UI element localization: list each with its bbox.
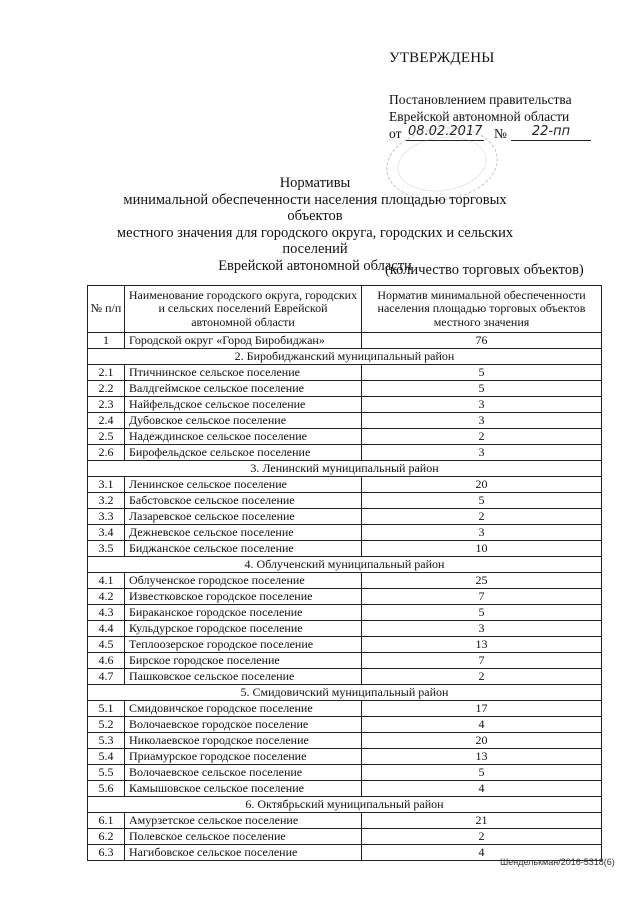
norm-value: 2	[362, 509, 602, 525]
settlement-name: Бирское городское поселение	[125, 653, 362, 669]
title-line-2: минимальной обеспеченности населения площадью торговых объектов	[123, 191, 507, 224]
settlement-name: Бирофельдское сельское поселение	[125, 445, 362, 461]
norm-value: 2	[362, 669, 602, 685]
settlement-name: Лазаревское сельское поселение	[125, 509, 362, 525]
table-row	[88, 829, 602, 845]
row-number: 2.1	[88, 365, 125, 381]
settlement-name: Амурзетское сельское поселение	[125, 813, 362, 829]
settlement-name: Волочаевское сельское поселение	[125, 765, 362, 781]
approval-number-label: №	[494, 126, 507, 141]
settlement-name: Ленинское сельское поселение	[125, 477, 362, 493]
row-number: 3.1	[88, 477, 125, 493]
settlement-name: Облученское городское поселение	[125, 573, 362, 589]
settlement-name: Птичнинское сельское поселение	[125, 365, 362, 381]
section-title: 4. Облученский муниципальный район	[88, 557, 602, 573]
table-row	[88, 573, 602, 589]
settlement-name: Теплоозерское городское поселение	[125, 637, 362, 653]
footer-code: Шенделькман/2016-5318(6)	[500, 857, 615, 867]
norm-value: 7	[362, 589, 602, 605]
settlement-name: Дежневское сельское поселение	[125, 525, 362, 541]
row-number: 5.1	[88, 701, 125, 717]
section-row	[88, 461, 602, 477]
row-number: 3.4	[88, 525, 125, 541]
settlement-name: Нагибовское сельское поселение	[125, 845, 362, 861]
handwritten-number: 22-пп	[511, 123, 591, 141]
table-row	[88, 717, 602, 733]
settlement-name: Найфельдское сельское поселение	[125, 397, 362, 413]
title-line-1: Нормативы	[279, 175, 351, 191]
approval-block	[389, 50, 614, 142]
row-number: 2.5	[88, 429, 125, 445]
row-number: 5.6	[88, 781, 125, 797]
handwritten-date: 08.02.2017	[408, 124, 483, 139]
norm-value: 3	[362, 445, 602, 461]
table-row	[88, 669, 602, 685]
settlement-name: Дубовское сельское поселение	[125, 413, 362, 429]
table-row	[88, 765, 602, 781]
row-number: 4.5	[88, 637, 125, 653]
norm-value: 76	[362, 333, 602, 349]
table-row	[88, 445, 602, 461]
settlement-name: Бираканское городское поселение	[125, 605, 362, 621]
approval-date-prefix: от	[389, 126, 402, 141]
norm-value: 2	[362, 429, 602, 445]
title-line-3: местного значения для городского округа, городских и сельских поселений	[116, 224, 514, 257]
row-number: 2.4	[88, 413, 125, 429]
norm-value: 5	[362, 381, 602, 397]
table-row	[88, 477, 602, 493]
section-title: 5. Смидовичский муниципальный район	[88, 685, 602, 701]
section-row	[88, 797, 602, 813]
row-number: 5.3	[88, 733, 125, 749]
table-body	[88, 333, 602, 861]
table-row	[88, 653, 602, 669]
norm-value: 21	[362, 813, 602, 829]
header-norm: Норматив минимальной обеспеченности населения площадью торговых объектов местного значения	[362, 286, 602, 333]
row-number: 6.3	[88, 845, 125, 861]
approval-heading: УТВЕРЖДЕНЫ	[389, 50, 495, 66]
norm-value: 3	[362, 525, 602, 541]
table-row	[88, 365, 602, 381]
document-title	[100, 175, 530, 274]
settlement-name: Надеждинское сельское поселение	[125, 429, 362, 445]
row-number: 3.2	[88, 493, 125, 509]
norm-value: 5	[362, 493, 602, 509]
unit-note: (количество торговых объектов)	[385, 262, 584, 278]
norm-value: 5	[362, 765, 602, 781]
table-row	[88, 781, 602, 797]
section-title: 6. Октябрьский муниципальный район	[88, 797, 602, 813]
row-number: 3.3	[88, 509, 125, 525]
norm-value: 20	[362, 477, 602, 493]
settlement-name: Полевское сельское поселение	[125, 829, 362, 845]
row-number: 2.2	[88, 381, 125, 397]
table-row	[88, 605, 602, 621]
norm-value: 20	[362, 733, 602, 749]
settlement-name: Волочаевское городское поселение	[125, 717, 362, 733]
table-row	[88, 525, 602, 541]
table-row	[88, 701, 602, 717]
row-number: 4.6	[88, 653, 125, 669]
row-number: 4.2	[88, 589, 125, 605]
settlement-name: Приамурское городское поселение	[125, 749, 362, 765]
settlement-name: Кульдурское городское поселение	[125, 621, 362, 637]
norm-value: 3	[362, 413, 602, 429]
table-row	[88, 813, 602, 829]
table-row	[88, 333, 602, 349]
header-num: № п/п	[88, 286, 125, 333]
settlement-name: Камышовское сельское поселение	[125, 781, 362, 797]
norm-value: 5	[362, 365, 602, 381]
row-number: 4.1	[88, 573, 125, 589]
row-number: 5.4	[88, 749, 125, 765]
row-number: 3.5	[88, 541, 125, 557]
settlement-name: Бабстовское сельское поселение	[125, 493, 362, 509]
norm-value: 5	[362, 605, 602, 621]
row-number: 4.7	[88, 669, 125, 685]
table-row	[88, 509, 602, 525]
row-number: 4.4	[88, 621, 125, 637]
table-row	[88, 493, 602, 509]
settlement-name: Николаевское городское поселение	[125, 733, 362, 749]
norm-value: 7	[362, 653, 602, 669]
norm-value: 3	[362, 621, 602, 637]
norm-value: 4	[362, 845, 602, 861]
norm-value: 13	[362, 637, 602, 653]
table-row	[88, 621, 602, 637]
table-row	[88, 413, 602, 429]
norm-value: 25	[362, 573, 602, 589]
row-number: 5.5	[88, 765, 125, 781]
table-row	[88, 381, 602, 397]
norm-value: 4	[362, 717, 602, 733]
header-name: Наименование городского округа, городских и сельских поселений Еврейской автономной области	[125, 286, 362, 333]
norm-value: 4	[362, 781, 602, 797]
norm-value: 3	[362, 397, 602, 413]
table-row	[88, 397, 602, 413]
section-title: 3. Ленинский муниципальный район	[88, 461, 602, 477]
table-row	[88, 749, 602, 765]
settlement-name: Известковское городское поселение	[125, 589, 362, 605]
row-number: 2.6	[88, 445, 125, 461]
norms-table	[87, 285, 602, 861]
approval-line-2: Еврейской автономной области	[389, 109, 570, 124]
approval-line-1: Постановлением правительства	[389, 92, 572, 107]
row-number: 6.1	[88, 813, 125, 829]
norm-value: 2	[362, 829, 602, 845]
settlement-name: Городской округ «Город Биробиджан»	[125, 333, 362, 349]
section-row	[88, 349, 602, 365]
row-number: 1	[88, 333, 125, 349]
table-header-row	[88, 286, 602, 333]
table-row	[88, 733, 602, 749]
norm-value: 17	[362, 701, 602, 717]
settlement-name: Биджанское сельское поселение	[125, 541, 362, 557]
table-row	[88, 589, 602, 605]
settlement-name: Смидовичское городское поселение	[125, 701, 362, 717]
row-number: 6.2	[88, 829, 125, 845]
section-row	[88, 557, 602, 573]
settlement-name: Валдгеймское сельское поселение	[125, 381, 362, 397]
row-number: 4.3	[88, 605, 125, 621]
norm-value: 13	[362, 749, 602, 765]
table-row	[88, 429, 602, 445]
title-line-4: Еврейской автономной области	[218, 257, 412, 274]
table-row	[88, 637, 602, 653]
row-number: 5.2	[88, 717, 125, 733]
table-row	[88, 541, 602, 557]
norm-value: 10	[362, 541, 602, 557]
row-number: 2.3	[88, 397, 125, 413]
section-row	[88, 685, 602, 701]
section-title: 2. Биробиджанский муниципальный район	[88, 349, 602, 365]
settlement-name: Пашковское сельское поселение	[125, 669, 362, 685]
